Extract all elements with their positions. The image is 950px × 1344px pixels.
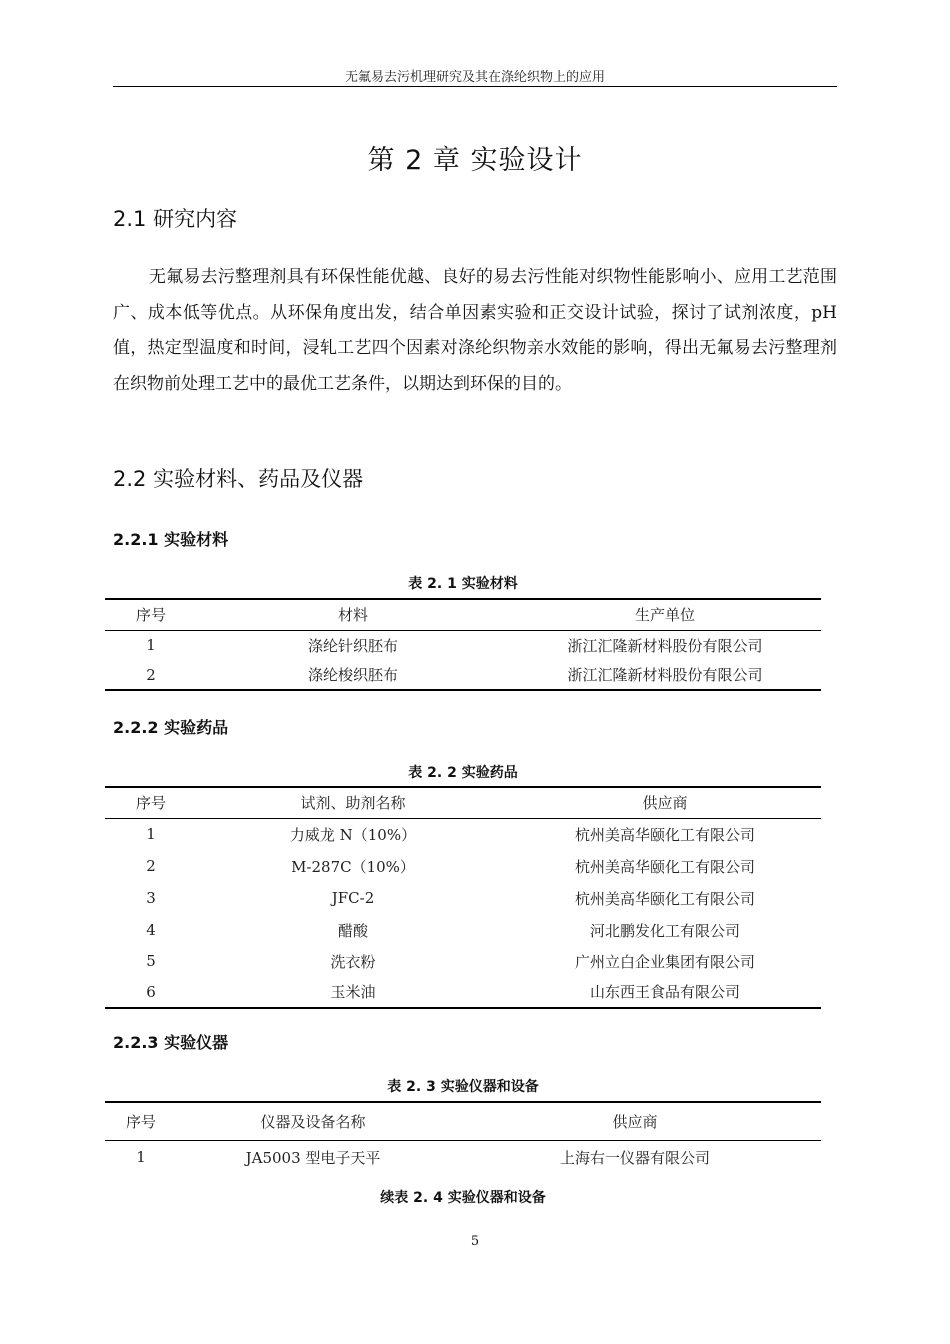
section-heading-2-2: 2.2 实验材料、药品及仪器 [113, 467, 364, 491]
cell-producer: 浙江汇隆新材料股份有限公司 [567, 636, 763, 655]
cell-reagent: 醋酸 [337, 921, 368, 940]
cell-material: 涤纶梭织胚布 [307, 666, 398, 684]
table-row [105, 914, 821, 946]
table-row [105, 976, 821, 1008]
column-header-reagent: 试剂、助剂名称 [197, 787, 509, 818]
cell-supplier: 杭州美高华颐化工有限公司 [574, 857, 755, 876]
column-header-material: 材料 [197, 599, 509, 630]
table-2-4-continued-caption: 续表 2. 4 实验仪器和设备 [380, 1190, 546, 1206]
cell-index: 6 [146, 982, 156, 1001]
table-row [105, 818, 821, 850]
column-header-supplier: 供应商 [509, 787, 821, 818]
cell-supplier: 上海右一仪器有限公司 [559, 1148, 710, 1167]
cell-index: 5 [146, 952, 156, 970]
column-header-instrument: 仪器及设备名称 [177, 1102, 449, 1140]
cell-supplier: 河北鹏发化工有限公司 [589, 921, 740, 940]
table-row [105, 1140, 821, 1174]
running-header: 无氟易去污机理研究及其在涤纶织物上的应用 [344, 70, 605, 85]
cell-supplier: 广州立白企业集团有限公司 [574, 952, 755, 971]
cell-supplier: 杭州美高华颐化工有限公司 [574, 889, 755, 908]
table-row [105, 850, 821, 882]
section-2-1-paragraph: 无氟易去污整理剂具有环保性能优越、良好的易去污性能对织物性能影响小、应用工艺范围广、成本低等优点。从环保角度出发，结合单因素实验和正交设计试验，探讨了试剂浓度，pH 值，热定型温度和时间，浸轧工艺四个因素对涤纶织物亲水效能的影响，得出无氟易去污整理剂在织物前处理工艺中的最优工艺条件，以期达到环保的目的。 [113, 267, 837, 394]
cell-index: 1 [136, 1148, 146, 1167]
cell-supplier: 山东西王食品有限公司 [589, 983, 740, 1001]
table-row [105, 946, 821, 976]
table-2-3-caption: 表 2. 3 实验仪器和设备 [387, 1079, 539, 1095]
cell-index: 4 [146, 921, 156, 939]
cell-reagent: JFC-2 [331, 889, 375, 907]
page-number: 5 [470, 1234, 480, 1249]
column-header-index: 序号 [105, 1102, 177, 1140]
cell-material: 涤纶针织胚布 [307, 636, 398, 655]
section-heading-2-2-2: 2.2.2 实验药品 [113, 718, 229, 737]
table-2-2-caption: 表 2. 2 实验药品 [408, 765, 518, 781]
cell-instrument: JA5003 型电子天平 [245, 1148, 381, 1167]
cell-producer: 浙江汇隆新材料股份有限公司 [567, 666, 763, 684]
table-row [105, 882, 821, 914]
cell-index: 1 [146, 636, 156, 655]
header-rule [113, 86, 837, 87]
table-2-1-caption: 表 2. 1 实验材料 [408, 576, 518, 592]
cell-reagent: M-287C（10%） [291, 857, 415, 876]
section-heading-2-2-3: 2.2.3 实验仪器 [113, 1033, 229, 1052]
section-heading-2-2-1: 2.2.1 实验材料 [113, 530, 229, 549]
table-row [105, 630, 821, 660]
column-header-index: 序号 [105, 599, 197, 630]
column-header-supplier: 供应商 [449, 1102, 821, 1140]
cell-index: 2 [146, 665, 156, 684]
column-header-index: 序号 [105, 787, 197, 818]
column-header-producer: 生产单位 [509, 599, 821, 630]
cell-index: 3 [146, 889, 156, 907]
table-row [105, 660, 821, 690]
cell-index: 1 [146, 825, 156, 844]
instruments-table [105, 1101, 821, 1174]
cell-reagent: 洗衣粉 [330, 952, 376, 971]
materials-table [105, 598, 821, 691]
cell-reagent: 玉米油 [330, 983, 376, 1001]
reagents-table [105, 786, 821, 1009]
cell-supplier: 杭州美高华颐化工有限公司 [574, 825, 755, 844]
chapter-title: 第 2 章 实验设计 [367, 145, 583, 176]
cell-reagent: 力威龙 N（10%） [289, 825, 417, 844]
section-heading-2-1: 2.1 研究内容 [113, 207, 238, 231]
cell-index: 2 [146, 857, 156, 875]
